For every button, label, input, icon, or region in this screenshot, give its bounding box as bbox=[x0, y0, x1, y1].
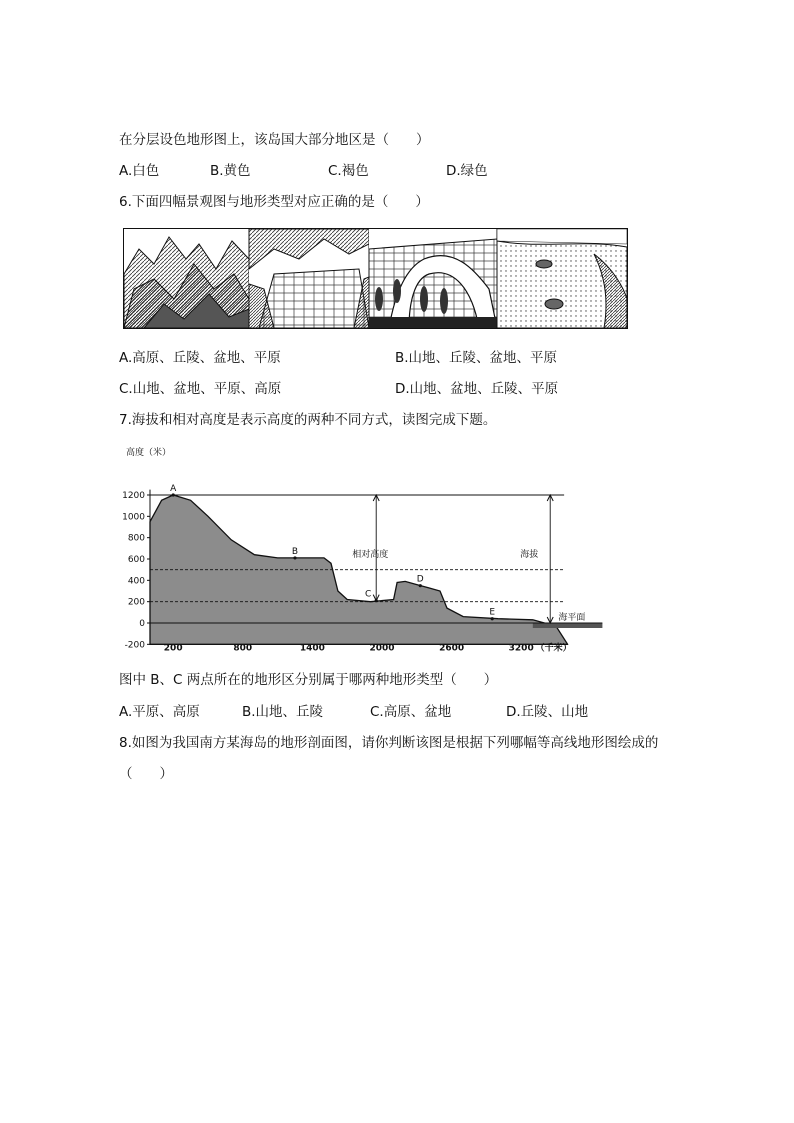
q5-option-c: C.褐色 bbox=[328, 163, 369, 179]
relative-height-label: 相对高度 bbox=[352, 549, 389, 560]
sea-surface-bar bbox=[533, 623, 603, 628]
q7-stem: 图中 B、C 两点所在的地形区分别属于哪两种地形类型（ ） bbox=[119, 672, 498, 688]
landscape-svg bbox=[124, 229, 627, 328]
x-tick-label-3200: 3200 bbox=[508, 643, 534, 654]
q6-option-b: B.山地、丘陵、盆地、平原 bbox=[395, 350, 558, 366]
y-tick-label-1200: 1200 bbox=[122, 491, 145, 501]
point-label-A: A bbox=[170, 484, 177, 494]
y-tick-label-600: 600 bbox=[127, 555, 145, 565]
q7-option-b: B.山地、丘陵 bbox=[242, 704, 324, 720]
elevation-label: 海拔 bbox=[520, 549, 539, 560]
y-tick-label-200: 200 bbox=[127, 597, 145, 608]
q6-option-d: D.山地、盆地、丘陵、平原 bbox=[395, 381, 559, 397]
y-tick-label--200: -200 bbox=[124, 640, 145, 651]
point-label-B: B bbox=[291, 546, 299, 557]
point-label-C: C bbox=[365, 589, 372, 600]
x-tick-label-2600: 2600 bbox=[439, 643, 465, 654]
y-tick-label-800: 800 bbox=[127, 533, 145, 544]
landscape-plain bbox=[369, 229, 497, 328]
x-tick-label-1400: 1400 bbox=[299, 643, 325, 654]
q6-option-a: A.高原、丘陵、盆地、平原 bbox=[119, 350, 281, 366]
point-label-D: D bbox=[416, 574, 424, 585]
landscape-basin bbox=[249, 229, 369, 328]
q5-stem: 在分层设色地形图上，该岛国大部分地区是（ ） bbox=[119, 132, 430, 148]
q8-stem: 8.如图为我国南方某海岛的地形剖面图，请你判断该图是根据下列哪幅等高线地形图绘成的 bbox=[119, 735, 659, 751]
x-tick-label-800: 800 bbox=[233, 643, 253, 654]
x-tick-label-2000: 2000 bbox=[369, 643, 395, 654]
q6-stem: 6.下面四幅景观图与地形类型对应正确的是（ ） bbox=[119, 194, 429, 210]
sea-level-label: 海平面 bbox=[558, 613, 586, 623]
x-axis-unit: （千米） bbox=[535, 643, 572, 654]
landscape-illustrations bbox=[123, 228, 628, 329]
q7-option-a: A.平原、高原 bbox=[119, 704, 200, 720]
q5-option-d: D.绿色 bbox=[446, 163, 488, 179]
q5-option-a: A.白色 bbox=[119, 163, 160, 179]
q5-option-b: B.黄色 bbox=[210, 163, 251, 179]
landscape-plateau bbox=[497, 229, 627, 328]
q7-option-c: C.高原、盆地 bbox=[370, 704, 452, 720]
x-tick-label-200: 200 bbox=[163, 643, 183, 654]
point-label-E: E bbox=[489, 607, 496, 618]
landscape-mountains bbox=[124, 229, 249, 328]
y-axis-label: 高度（米） bbox=[126, 448, 172, 458]
q6-option-c: C.山地、盆地、平原、高原 bbox=[119, 381, 282, 397]
q8-paren: （ ） bbox=[119, 766, 173, 782]
elevation-profile-svg bbox=[122, 443, 588, 654]
y-tick-label-0: 0 bbox=[139, 619, 145, 629]
q7-intro: 7.海拔和相对高度是表示高度的两种不同方式，读图完成下题。 bbox=[119, 412, 497, 428]
q7-option-d: D.丘陵、山地 bbox=[506, 704, 589, 720]
y-tick-label-1000: 1000 bbox=[122, 512, 145, 523]
y-tick-label-400: 400 bbox=[127, 576, 145, 587]
elevation-profile-chart bbox=[122, 443, 588, 654]
